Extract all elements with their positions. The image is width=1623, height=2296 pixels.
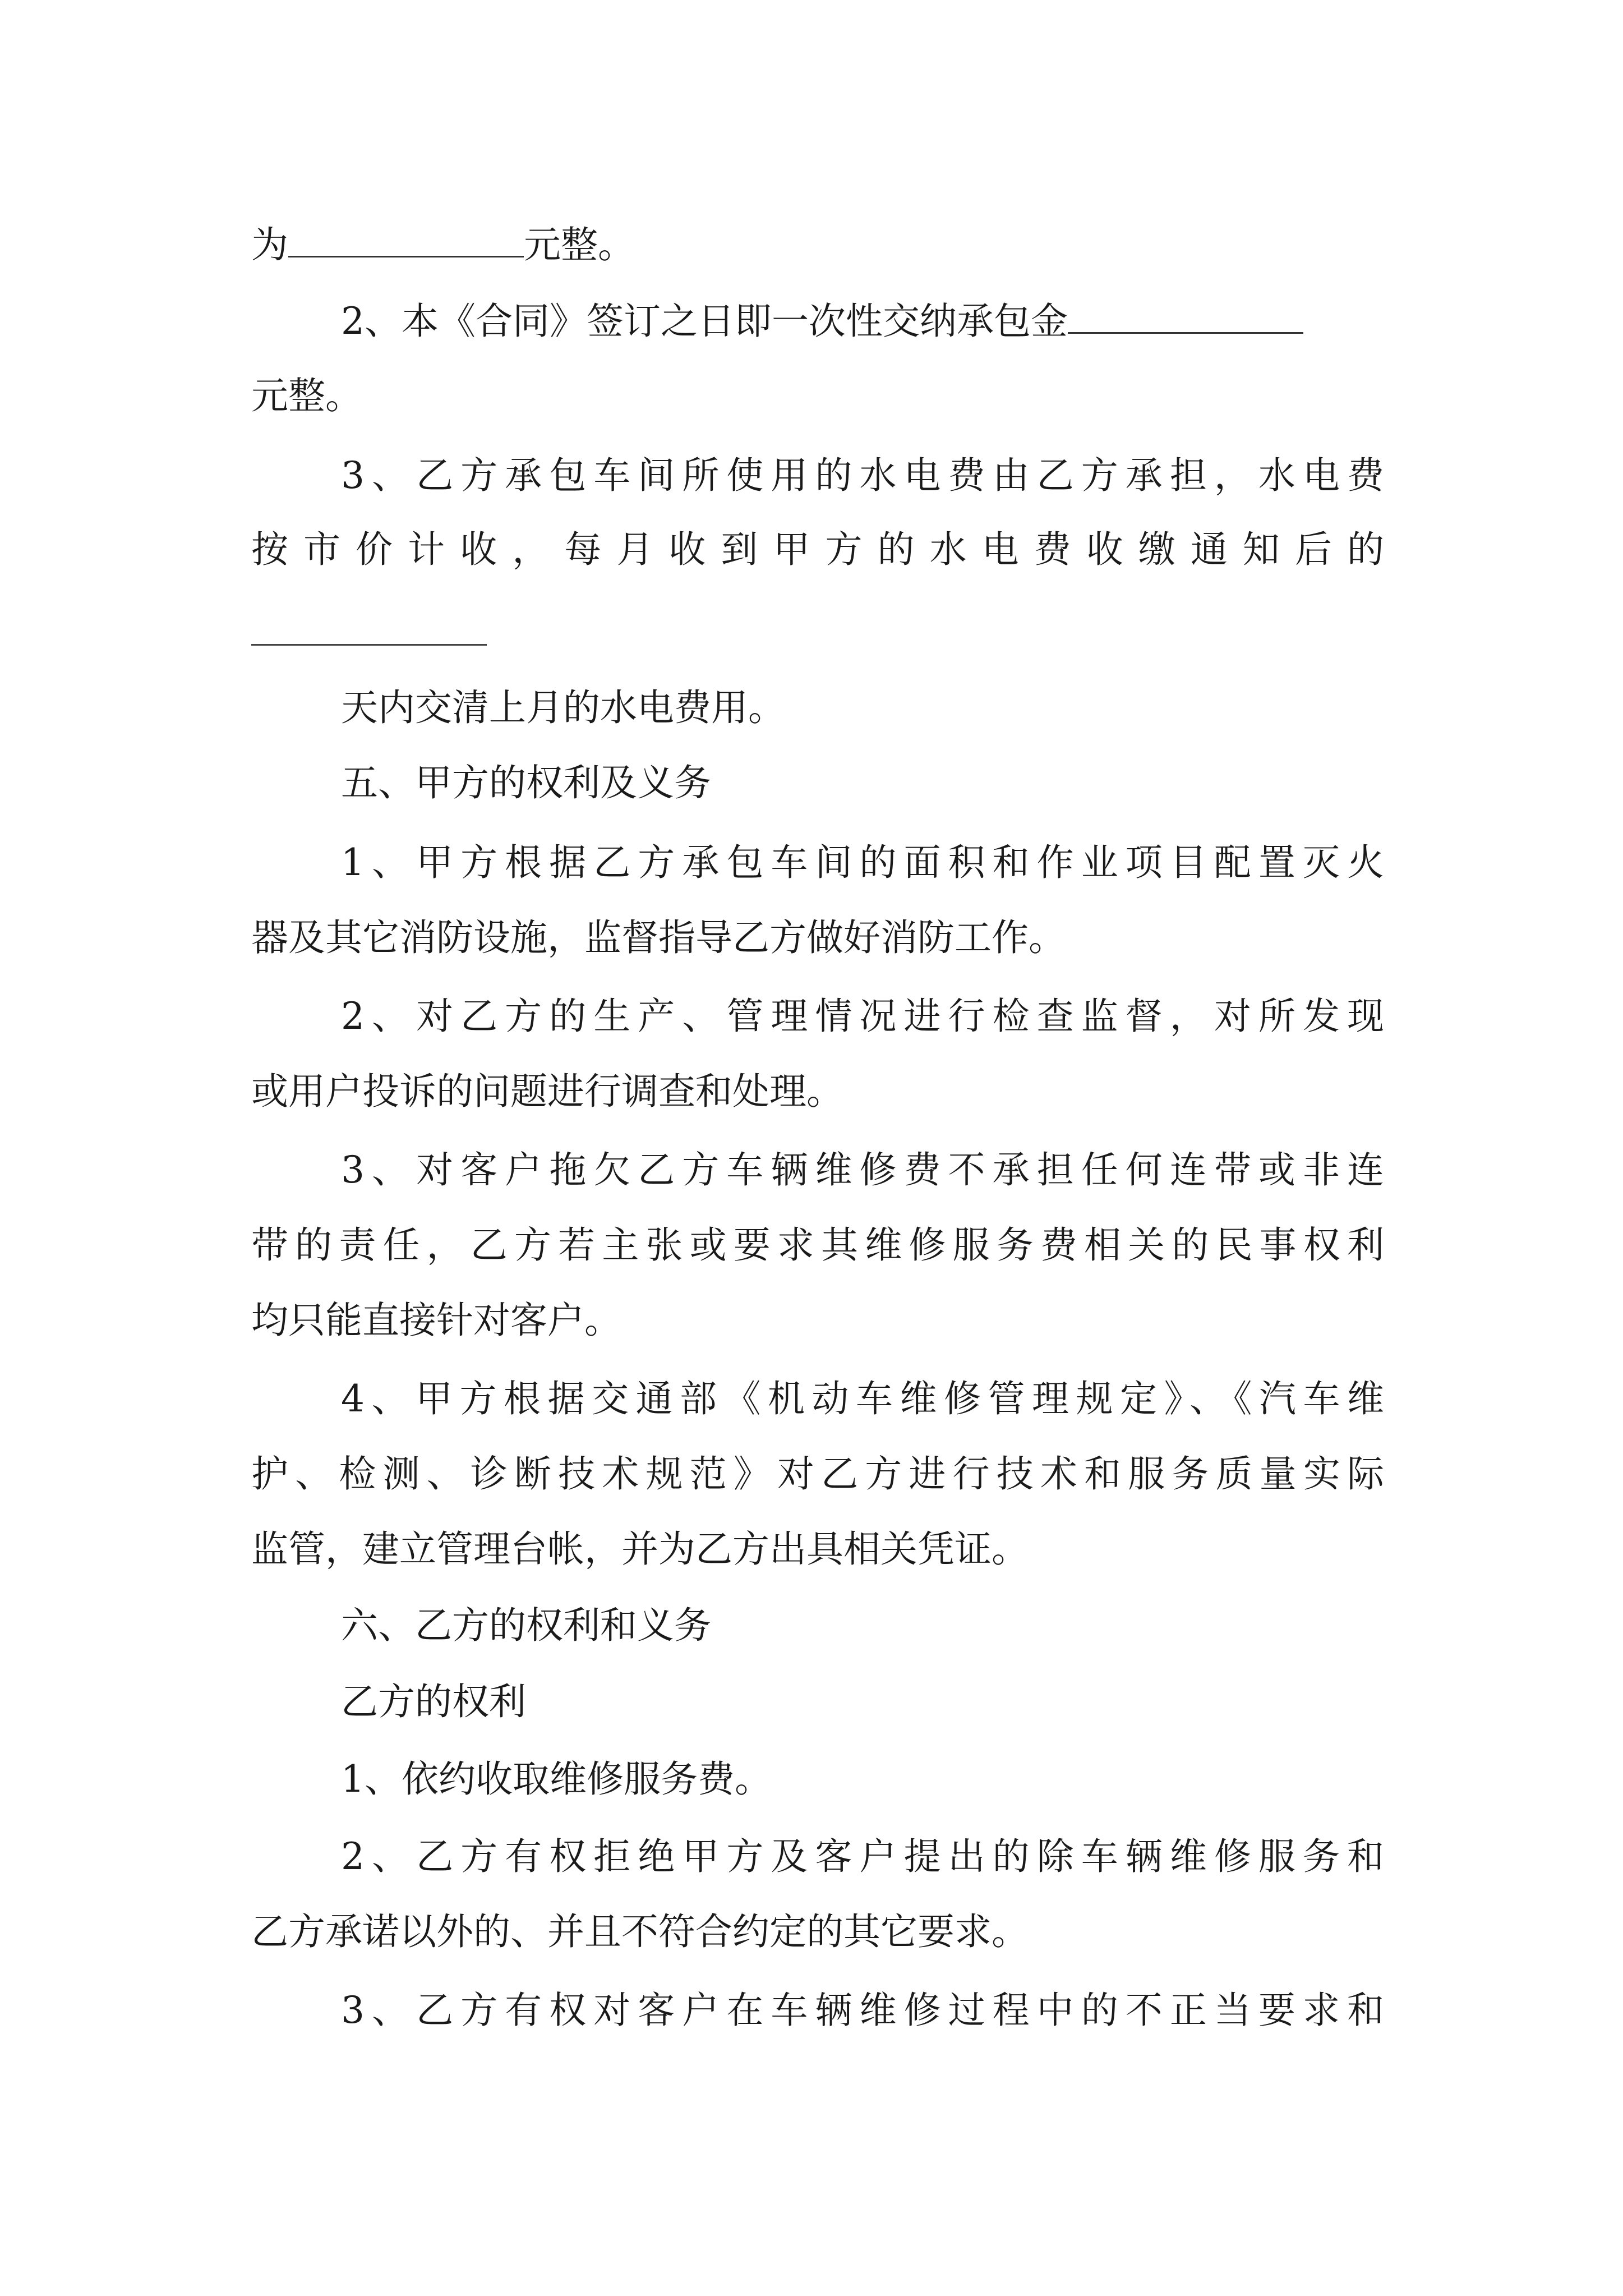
line-1-text-end: 元整。 bbox=[524, 223, 635, 266]
paragraph-line-22: 乙方承诺以外的、并且不符合约定的其它要求。 bbox=[251, 1910, 1029, 1953]
paragraph-line-12: 3、对客户拖欠乙方车辆维修费不承担任何连带或非连 bbox=[341, 1148, 1384, 1191]
paragraph-line-11: 或用户投诉的问题进行调查和处理。 bbox=[251, 1070, 843, 1113]
paragraph-line-5: 按市价计收，每月收到甲方的水电费收缴通知后的 bbox=[251, 528, 1384, 571]
paragraph-line-8: 1、甲方根据乙方承包车间的面积和作业项目配置灭火 bbox=[341, 841, 1384, 884]
paragraph-line-6: 天内交清上月的水电费用。 bbox=[341, 686, 785, 729]
paragraph-line-17: 监管，建立管理台帐，并为乙方出具相关凭证。 bbox=[251, 1527, 1029, 1571]
section-heading-five: 五、甲方的权利及义务 bbox=[341, 761, 711, 804]
line-2-text: 2、本《合同》签订之日即一次性交纳承包金 bbox=[341, 300, 1068, 343]
paragraph-line-16: 护、检测、诊断技术规范》对乙方进行技术和服务质量实际 bbox=[251, 1452, 1384, 1496]
subheading-rights: 乙方的权利 bbox=[341, 1680, 526, 1723]
fill-in-blank-amount bbox=[288, 222, 524, 257]
section-heading-six: 六、乙方的权利和义务 bbox=[341, 1604, 711, 1647]
paragraph-line-21: 2、乙方有权拒绝甲方及客户提出的除车辆维修服务和 bbox=[341, 1835, 1384, 1878]
paragraph-line-14: 均只能直接针对客户。 bbox=[251, 1299, 621, 1342]
paragraph-line-9: 器及其它消防设施，监督指导乙方做好消防工作。 bbox=[251, 916, 1066, 959]
paragraph-line-4: 3、乙方承包车间所使用的水电费由乙方承担，水电费 bbox=[341, 454, 1384, 497]
fill-in-blank-deposit bbox=[1068, 298, 1303, 334]
paragraph-line-23: 3、乙方有权对客户在车辆维修过程中的不正当要求和 bbox=[341, 1989, 1384, 2032]
document-page bbox=[251, 0, 1384, 2296]
paragraph-line-15: 4、甲方根据交通部《机动车维修管理规定》、《汽车维 bbox=[341, 1377, 1384, 1420]
paragraph-line-20: 1、依约收取维修服务费。 bbox=[341, 1757, 772, 1801]
paragraph-line-10: 2、对乙方的生产、管理情况进行检查监督，对所发现 bbox=[341, 995, 1384, 1038]
paragraph-line-2 bbox=[341, 298, 1303, 344]
paragraph-line-13: 带的责任，乙方若主张或要求其维修服务费相关的民事权利 bbox=[251, 1223, 1384, 1267]
paragraph-line-1 bbox=[251, 222, 635, 268]
line-1-text-start: 为 bbox=[251, 223, 288, 266]
fill-in-blank-days bbox=[251, 644, 487, 646]
paragraph-line-3: 元整。 bbox=[251, 374, 362, 417]
